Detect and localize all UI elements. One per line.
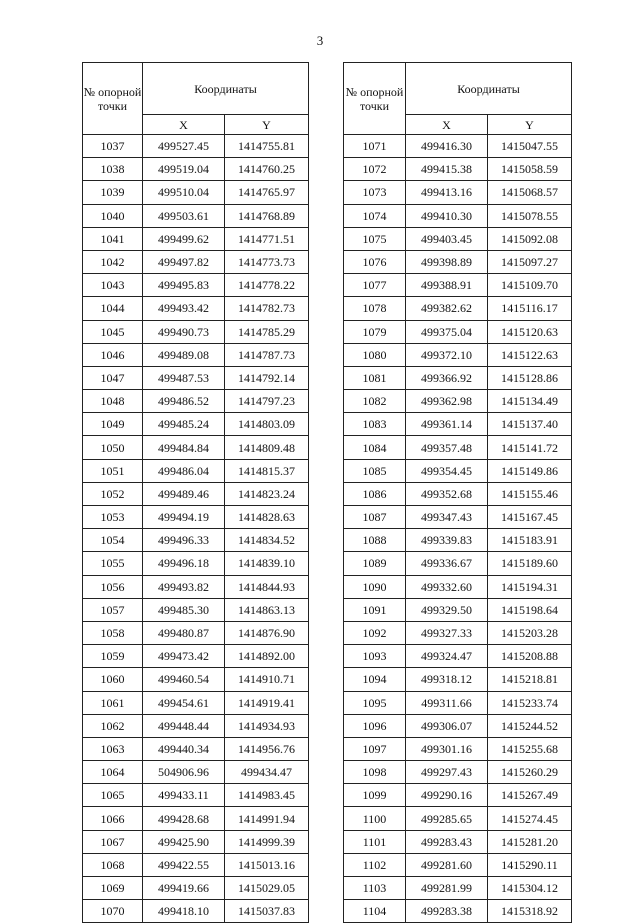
point-number-cell: 1091 [344, 598, 406, 621]
y-coordinate-cell: 1414773.73 [225, 250, 309, 273]
y-coordinate-cell: 1415013.16 [225, 853, 309, 876]
y-coordinate-cell: 1414934.93 [225, 714, 309, 737]
table-row [83, 482, 309, 505]
x-coordinate-cell: 499324.47 [406, 645, 488, 668]
table-body-left [83, 135, 309, 923]
point-number-cell: 1057 [83, 598, 143, 621]
y-coordinate-cell: 1415047.55 [488, 135, 572, 158]
y-coordinate-cell: 1414771.51 [225, 227, 309, 250]
table-row [344, 737, 572, 760]
y-coordinate-cell: 1415183.91 [488, 529, 572, 552]
point-number-cell: 1080 [344, 343, 406, 366]
point-number-cell: 1076 [344, 250, 406, 273]
y-coordinate-cell: 1415078.55 [488, 204, 572, 227]
point-number-cell: 1099 [344, 784, 406, 807]
y-coordinate-cell: 1415167.45 [488, 506, 572, 529]
table-row [344, 343, 572, 366]
y-coordinate-cell: 1415318.92 [488, 900, 572, 923]
x-coordinate-cell: 499497.82 [143, 250, 225, 273]
x-coordinate-cell: 499410.30 [406, 204, 488, 227]
point-number-cell: 1072 [344, 158, 406, 181]
y-coordinate-cell: 1415097.27 [488, 250, 572, 273]
x-coordinate-cell: 499419.66 [143, 877, 225, 900]
x-coordinate-cell: 499372.10 [406, 343, 488, 366]
point-number-cell: 1069 [83, 877, 143, 900]
x-coordinate-cell: 499433.11 [143, 784, 225, 807]
table-row [344, 807, 572, 830]
table-row [83, 714, 309, 737]
y-coordinate-cell: 1414876.90 [225, 621, 309, 644]
table-row [83, 297, 309, 320]
point-number-cell: 1084 [344, 436, 406, 459]
y-coordinate-cell: 1414834.52 [225, 529, 309, 552]
table-row [344, 853, 572, 876]
x-coordinate-cell: 499413.16 [406, 181, 488, 204]
x-coordinate-cell: 499283.38 [406, 900, 488, 923]
table-row [344, 227, 572, 250]
table-row [83, 158, 309, 181]
point-number-cell: 1083 [344, 413, 406, 436]
y-coordinate-cell: 1415304.12 [488, 877, 572, 900]
x-coordinate-cell: 499361.14 [406, 413, 488, 436]
point-number-cell: 1093 [344, 645, 406, 668]
coordinates-table-right [343, 62, 572, 923]
table-row [344, 297, 572, 320]
x-coordinate-cell: 499327.33 [406, 621, 488, 644]
point-number-cell: 1056 [83, 575, 143, 598]
table-row [344, 877, 572, 900]
table-row [344, 621, 572, 644]
x-coordinate-cell: 499347.43 [406, 506, 488, 529]
point-number-cell: 1044 [83, 297, 143, 320]
x-coordinate-cell: 499494.19 [143, 506, 225, 529]
x-coordinate-cell: 499366.92 [406, 366, 488, 389]
table-row [344, 830, 572, 853]
table-row [344, 482, 572, 505]
table-row [344, 714, 572, 737]
y-coordinate-cell: 1415134.49 [488, 390, 572, 413]
y-coordinate-cell: 1415068.57 [488, 181, 572, 204]
y-coordinate-cell: 1415203.28 [488, 621, 572, 644]
y-coordinate-cell: 1415149.86 [488, 459, 572, 482]
y-coordinate-cell: 1414919.41 [225, 691, 309, 714]
table-row [83, 343, 309, 366]
y-coordinate-cell: 1414760.25 [225, 158, 309, 181]
point-number-cell: 1078 [344, 297, 406, 320]
y-coordinate-cell: 1414787.73 [225, 343, 309, 366]
x-coordinate-cell: 499484.84 [143, 436, 225, 459]
point-number-cell: 1095 [344, 691, 406, 714]
y-coordinate-cell: 1415233.74 [488, 691, 572, 714]
x-coordinate-cell: 499490.73 [143, 320, 225, 343]
header-x: X [406, 115, 488, 135]
header-coordinates: Координаты [406, 63, 572, 115]
x-coordinate-cell: 499285.65 [406, 807, 488, 830]
point-number-cell: 1045 [83, 320, 143, 343]
point-number-cell: 1092 [344, 621, 406, 644]
y-coordinate-cell: 1415029.05 [225, 877, 309, 900]
table-row [344, 552, 572, 575]
y-coordinate-cell: 1415120.63 [488, 320, 572, 343]
y-coordinate-cell: 1415137.40 [488, 413, 572, 436]
y-coordinate-cell: 1415116.17 [488, 297, 572, 320]
table-row [83, 135, 309, 158]
x-coordinate-cell: 499495.83 [143, 274, 225, 297]
table-row [83, 529, 309, 552]
y-coordinate-cell: 1414839.10 [225, 552, 309, 575]
point-number-cell: 1085 [344, 459, 406, 482]
table-row [83, 436, 309, 459]
x-coordinate-cell: 499357.48 [406, 436, 488, 459]
y-coordinate-cell: 1415194.31 [488, 575, 572, 598]
x-coordinate-cell: 499352.68 [406, 482, 488, 505]
table-row [344, 158, 572, 181]
y-coordinate-cell: 1415155.46 [488, 482, 572, 505]
table-row [83, 737, 309, 760]
y-coordinate-cell: 1415141.72 [488, 436, 572, 459]
x-coordinate-cell: 499422.55 [143, 853, 225, 876]
point-number-cell: 1060 [83, 668, 143, 691]
point-number-cell: 1037 [83, 135, 143, 158]
point-number-cell: 1050 [83, 436, 143, 459]
point-number-cell: 1064 [83, 761, 143, 784]
table-row [83, 366, 309, 389]
table-row [83, 204, 309, 227]
table-row [83, 645, 309, 668]
header-point-number: № опорной точки [83, 63, 143, 135]
header-y: Y [225, 115, 309, 135]
table-row [83, 598, 309, 621]
x-coordinate-cell: 499440.34 [143, 737, 225, 760]
table-row [344, 436, 572, 459]
point-number-cell: 1052 [83, 482, 143, 505]
point-number-cell: 1062 [83, 714, 143, 737]
point-number-cell: 1098 [344, 761, 406, 784]
point-number-cell: 1043 [83, 274, 143, 297]
table-row [344, 668, 572, 691]
table-row [344, 900, 572, 923]
x-coordinate-cell: 499311.66 [406, 691, 488, 714]
table-row [83, 506, 309, 529]
y-coordinate-cell: 1414823.24 [225, 482, 309, 505]
y-coordinate-cell: 1415208.88 [488, 645, 572, 668]
table-row [344, 135, 572, 158]
x-coordinate-cell: 499510.04 [143, 181, 225, 204]
y-coordinate-cell: 1415290.11 [488, 853, 572, 876]
table-row [83, 807, 309, 830]
x-coordinate-cell: 499318.12 [406, 668, 488, 691]
coordinates-table-left [82, 62, 309, 923]
table-row [83, 830, 309, 853]
point-number-cell: 1067 [83, 830, 143, 853]
point-number-cell: 1054 [83, 529, 143, 552]
table-row [83, 761, 309, 784]
table-row [83, 552, 309, 575]
point-number-cell: 1100 [344, 807, 406, 830]
table-row [344, 575, 572, 598]
y-coordinate-cell: 1414844.93 [225, 575, 309, 598]
table-row [344, 506, 572, 529]
y-coordinate-cell: 1415037.83 [225, 900, 309, 923]
point-number-cell: 1074 [344, 204, 406, 227]
table-row [83, 877, 309, 900]
x-coordinate-cell: 499388.91 [406, 274, 488, 297]
table-row [344, 413, 572, 436]
x-coordinate-cell: 499297.43 [406, 761, 488, 784]
y-coordinate-cell: 1414863.13 [225, 598, 309, 621]
table-row [344, 250, 572, 273]
point-number-cell: 1097 [344, 737, 406, 760]
x-coordinate-cell: 499418.10 [143, 900, 225, 923]
table-body-right [344, 135, 572, 923]
y-coordinate-cell: 1415122.63 [488, 343, 572, 366]
x-coordinate-cell: 499281.99 [406, 877, 488, 900]
x-coordinate-cell: 499416.30 [406, 135, 488, 158]
y-coordinate-cell: 1414828.63 [225, 506, 309, 529]
point-number-cell: 1090 [344, 575, 406, 598]
x-coordinate-cell: 499519.04 [143, 158, 225, 181]
y-coordinate-cell: 1414892.00 [225, 645, 309, 668]
y-coordinate-cell: 1414778.22 [225, 274, 309, 297]
x-coordinate-cell: 499428.68 [143, 807, 225, 830]
x-coordinate-cell: 499493.82 [143, 575, 225, 598]
x-coordinate-cell: 499486.52 [143, 390, 225, 413]
x-coordinate-cell: 499403.45 [406, 227, 488, 250]
y-coordinate-cell: 1414792.14 [225, 366, 309, 389]
x-coordinate-cell: 499290.16 [406, 784, 488, 807]
x-coordinate-cell: 499306.07 [406, 714, 488, 737]
x-coordinate-cell: 499448.44 [143, 714, 225, 737]
y-coordinate-cell: 1415244.52 [488, 714, 572, 737]
point-number-cell: 1066 [83, 807, 143, 830]
table-row [344, 320, 572, 343]
point-number-cell: 1070 [83, 900, 143, 923]
y-coordinate-cell: 1414956.76 [225, 737, 309, 760]
table-row [83, 413, 309, 436]
point-number-cell: 1063 [83, 737, 143, 760]
y-coordinate-cell: 1415218.81 [488, 668, 572, 691]
table-row [83, 575, 309, 598]
point-number-cell: 1040 [83, 204, 143, 227]
point-number-cell: 1068 [83, 853, 143, 876]
y-coordinate-cell: 499434.47 [225, 761, 309, 784]
y-coordinate-cell: 1414999.39 [225, 830, 309, 853]
point-number-cell: 1089 [344, 552, 406, 575]
header-point-number: № опорной точки [344, 63, 406, 135]
y-coordinate-cell: 1414765.97 [225, 181, 309, 204]
x-coordinate-cell: 499503.61 [143, 204, 225, 227]
table-row [83, 668, 309, 691]
y-coordinate-cell: 1415109.70 [488, 274, 572, 297]
point-number-cell: 1038 [83, 158, 143, 181]
point-number-cell: 1049 [83, 413, 143, 436]
x-coordinate-cell: 499496.18 [143, 552, 225, 575]
y-coordinate-cell: 1415198.64 [488, 598, 572, 621]
y-coordinate-cell: 1415255.68 [488, 737, 572, 760]
table-row [83, 459, 309, 482]
table-row [83, 621, 309, 644]
y-coordinate-cell: 1415128.86 [488, 366, 572, 389]
x-coordinate-cell: 499527.45 [143, 135, 225, 158]
table-row [344, 645, 572, 668]
table-row [344, 390, 572, 413]
x-coordinate-cell: 499336.67 [406, 552, 488, 575]
y-coordinate-cell: 1415274.45 [488, 807, 572, 830]
x-coordinate-cell: 499283.43 [406, 830, 488, 853]
point-number-cell: 1059 [83, 645, 143, 668]
table-row [344, 598, 572, 621]
x-coordinate-cell: 499415.38 [406, 158, 488, 181]
table-row [344, 529, 572, 552]
point-number-cell: 1048 [83, 390, 143, 413]
y-coordinate-cell: 1415058.59 [488, 158, 572, 181]
x-coordinate-cell: 499485.30 [143, 598, 225, 621]
point-number-cell: 1071 [344, 135, 406, 158]
point-number-cell: 1101 [344, 830, 406, 853]
table-row [83, 853, 309, 876]
y-coordinate-cell: 1415092.08 [488, 227, 572, 250]
point-number-cell: 1055 [83, 552, 143, 575]
point-number-cell: 1061 [83, 691, 143, 714]
point-number-cell: 1079 [344, 320, 406, 343]
point-number-cell: 1065 [83, 784, 143, 807]
x-coordinate-cell: 499382.62 [406, 297, 488, 320]
point-number-cell: 1075 [344, 227, 406, 250]
y-coordinate-cell: 1414809.48 [225, 436, 309, 459]
table-row [83, 691, 309, 714]
x-coordinate-cell: 499281.60 [406, 853, 488, 876]
x-coordinate-cell: 499425.90 [143, 830, 225, 853]
y-coordinate-cell: 1414803.09 [225, 413, 309, 436]
table-row [344, 274, 572, 297]
x-coordinate-cell: 499339.83 [406, 529, 488, 552]
y-coordinate-cell: 1414815.37 [225, 459, 309, 482]
point-number-cell: 1087 [344, 506, 406, 529]
y-coordinate-cell: 1415281.20 [488, 830, 572, 853]
table-row [344, 459, 572, 482]
point-number-cell: 1053 [83, 506, 143, 529]
x-coordinate-cell: 499332.60 [406, 575, 488, 598]
page-number: 3 [316, 33, 324, 48]
point-number-cell: 1042 [83, 250, 143, 273]
point-number-cell: 1086 [344, 482, 406, 505]
x-coordinate-cell: 499489.08 [143, 343, 225, 366]
header-y: Y [488, 115, 572, 135]
table-row [83, 250, 309, 273]
table-row [83, 784, 309, 807]
x-coordinate-cell: 499487.53 [143, 366, 225, 389]
header-x: X [143, 115, 225, 135]
y-coordinate-cell: 1414782.73 [225, 297, 309, 320]
x-coordinate-cell: 499362.98 [406, 390, 488, 413]
y-coordinate-cell: 1415260.29 [488, 761, 572, 784]
y-coordinate-cell: 1415267.49 [488, 784, 572, 807]
point-number-cell: 1051 [83, 459, 143, 482]
point-number-cell: 1096 [344, 714, 406, 737]
point-number-cell: 1077 [344, 274, 406, 297]
table-row [83, 274, 309, 297]
point-number-cell: 1039 [83, 181, 143, 204]
x-coordinate-cell: 499301.16 [406, 737, 488, 760]
table-row [83, 181, 309, 204]
y-coordinate-cell: 1414910.71 [225, 668, 309, 691]
x-coordinate-cell: 499329.50 [406, 598, 488, 621]
table-row [83, 320, 309, 343]
point-number-cell: 1088 [344, 529, 406, 552]
point-number-cell: 1081 [344, 366, 406, 389]
table-row [344, 761, 572, 784]
x-coordinate-cell: 499460.54 [143, 668, 225, 691]
x-coordinate-cell: 499354.45 [406, 459, 488, 482]
x-coordinate-cell: 499480.87 [143, 621, 225, 644]
point-number-cell: 1046 [83, 343, 143, 366]
x-coordinate-cell: 504906.96 [143, 761, 225, 784]
x-coordinate-cell: 499493.42 [143, 297, 225, 320]
y-coordinate-cell: 1414768.89 [225, 204, 309, 227]
point-number-cell: 1047 [83, 366, 143, 389]
point-number-cell: 1058 [83, 621, 143, 644]
x-coordinate-cell: 499499.62 [143, 227, 225, 250]
point-number-cell: 1041 [83, 227, 143, 250]
x-coordinate-cell: 499473.42 [143, 645, 225, 668]
y-coordinate-cell: 1414797.23 [225, 390, 309, 413]
x-coordinate-cell: 499496.33 [143, 529, 225, 552]
table-row [344, 181, 572, 204]
table-row [83, 900, 309, 923]
table-row [344, 691, 572, 714]
table-row [83, 390, 309, 413]
x-coordinate-cell: 499398.89 [406, 250, 488, 273]
table-row [344, 204, 572, 227]
y-coordinate-cell: 1414785.29 [225, 320, 309, 343]
y-coordinate-cell: 1414755.81 [225, 135, 309, 158]
x-coordinate-cell: 499454.61 [143, 691, 225, 714]
point-number-cell: 1103 [344, 877, 406, 900]
table-row [344, 784, 572, 807]
table-row [344, 366, 572, 389]
header-coordinates: Координаты [143, 63, 309, 115]
point-number-cell: 1104 [344, 900, 406, 923]
y-coordinate-cell: 1414983.45 [225, 784, 309, 807]
y-coordinate-cell: 1414991.94 [225, 807, 309, 830]
point-number-cell: 1082 [344, 390, 406, 413]
x-coordinate-cell: 499375.04 [406, 320, 488, 343]
table-row [83, 227, 309, 250]
y-coordinate-cell: 1415189.60 [488, 552, 572, 575]
x-coordinate-cell: 499489.46 [143, 482, 225, 505]
x-coordinate-cell: 499486.04 [143, 459, 225, 482]
point-number-cell: 1094 [344, 668, 406, 691]
x-coordinate-cell: 499485.24 [143, 413, 225, 436]
point-number-cell: 1102 [344, 853, 406, 876]
point-number-cell: 1073 [344, 181, 406, 204]
